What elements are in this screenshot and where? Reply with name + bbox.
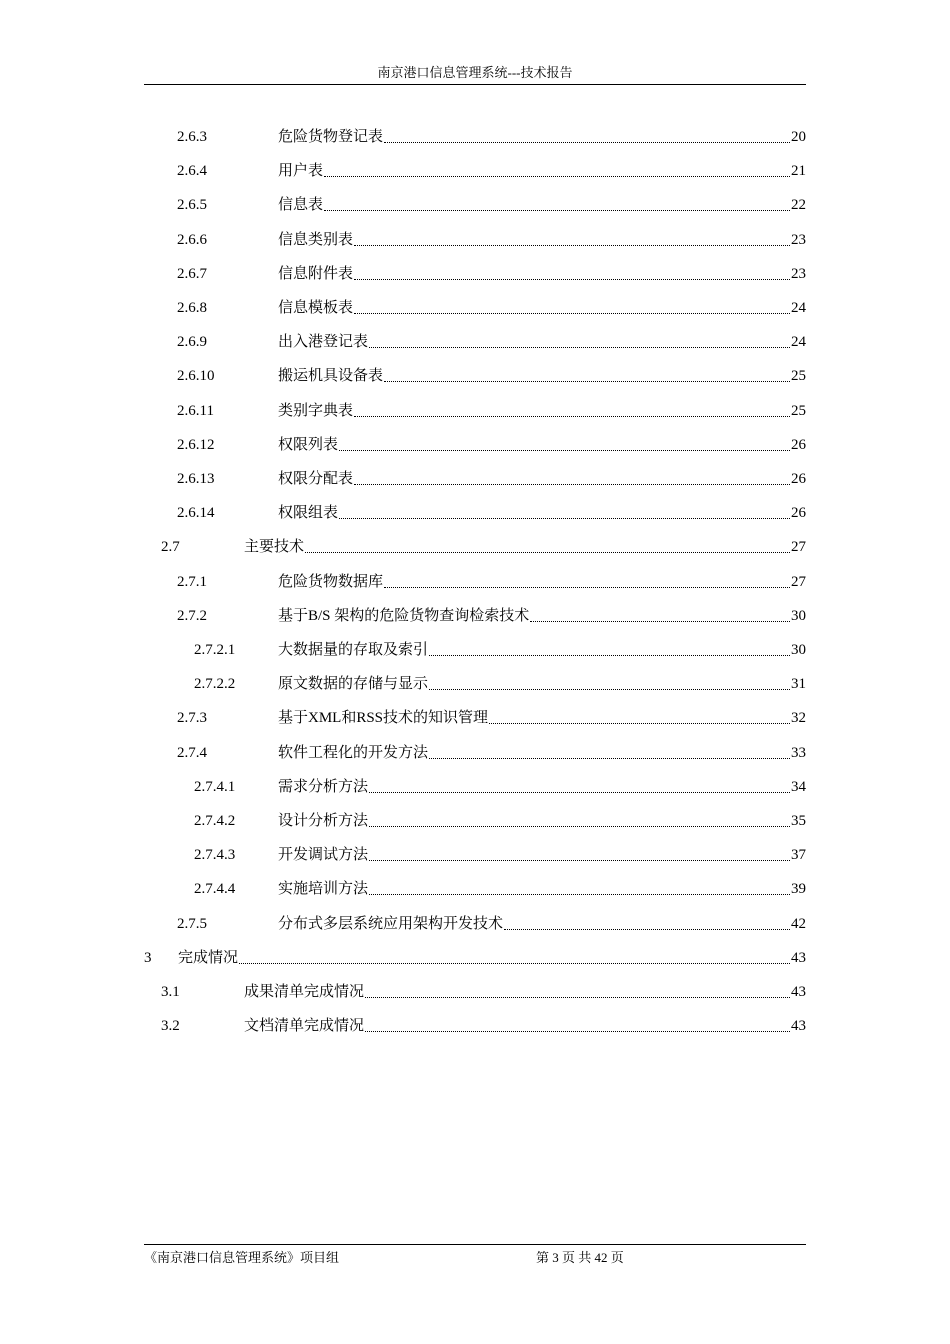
footer-project: 《南京港口信息管理系统》项目组 — [144, 1250, 340, 1265]
toc-entry[interactable] — [177, 498, 806, 528]
toc-entry-page-number: 26 — [791, 505, 806, 522]
toc-entry-page-number: 37 — [791, 847, 806, 864]
toc-entry-title: 大数据量的存取及索引 — [278, 642, 429, 658]
dot-leader — [324, 175, 790, 177]
toc-entry-title: 需求分析方法 — [278, 778, 369, 795]
dot-leader — [369, 825, 790, 827]
toc-entry-title: 危险货物数据库 — [278, 573, 384, 590]
toc-entry-page-number: 34 — [791, 778, 806, 795]
dot-leader — [369, 893, 790, 895]
footer-page-info: 第 3 页 共 42 页 — [536, 1250, 624, 1265]
toc-entry[interactable] — [161, 977, 806, 1007]
toc-entry-title: 基于XML和RSS技术的知识管理 — [278, 710, 489, 727]
dot-leader — [429, 757, 790, 759]
dot-leader — [429, 688, 790, 690]
dot-leader — [239, 962, 790, 964]
toc-entry-title: 开发调试方法 — [278, 847, 369, 864]
toc-entry-page-number: 23 — [791, 231, 806, 248]
dot-leader — [369, 859, 790, 861]
dot-leader — [384, 586, 790, 588]
toc-entry-title: 软件工程化的开发方法 — [278, 744, 429, 761]
toc-entry-number: 3 — [144, 949, 152, 966]
page-header: 南京港口信息管理系统---技术报告 — [144, 62, 806, 85]
toc-entry-title: 类别字典表 — [278, 402, 354, 419]
toc-entry-title: 设计分析方法 — [278, 813, 369, 829]
toc-entry[interactable] — [177, 567, 806, 597]
toc-entry-title: 成果清单完成情况 — [244, 984, 365, 1000]
toc-entry-number: 2.6.14 — [177, 505, 215, 522]
dot-leader — [384, 380, 790, 382]
toc-entry-page-number: 43 — [791, 984, 806, 1000]
toc-entry-title: 权限组表 — [278, 505, 339, 522]
toc-entry[interactable] — [194, 806, 806, 836]
toc-entry-title: 危险货物登记表 — [278, 129, 384, 145]
toc-entry-page-number: 26 — [791, 436, 806, 453]
dot-leader — [365, 996, 790, 998]
toc-entry-page-number: 31 — [791, 676, 806, 693]
toc-entry-page-number: 23 — [791, 265, 806, 282]
toc-entry-title: 分布式多层系统应用架构开发技术 — [278, 915, 504, 932]
toc-entry-page-number: 27 — [791, 539, 806, 556]
toc-entry-number: 2.7.2 — [177, 607, 207, 624]
toc-entry-number: 2.6.10 — [177, 368, 215, 385]
toc-entry-page-number: 30 — [791, 642, 806, 658]
dot-leader — [489, 722, 790, 724]
toc-entry-title: 主要技术 — [244, 539, 305, 556]
toc-entry[interactable] — [177, 738, 806, 768]
toc-entry[interactable] — [177, 225, 806, 255]
dot-leader — [324, 209, 790, 211]
toc-entry-number: 2.7.4.4 — [194, 881, 236, 898]
toc-entry-number: 2.6.3 — [177, 129, 207, 145]
toc-entry[interactable] — [194, 772, 806, 802]
toc-entry-number: 2.7.2.1 — [194, 642, 236, 658]
toc-entry-title: 权限分配表 — [278, 471, 354, 487]
toc-entry-number: 2.7.4.1 — [194, 778, 236, 795]
toc-entry[interactable] — [177, 703, 806, 733]
toc-entry-title: 用户表 — [278, 163, 324, 180]
toc-entry-number: 2.7.3 — [177, 710, 207, 727]
toc-entry-page-number: 43 — [791, 949, 806, 966]
toc-entry[interactable] — [177, 122, 806, 152]
toc-entry-number: 2.7 — [161, 539, 180, 556]
toc-entry[interactable] — [194, 874, 806, 904]
toc-entry[interactable] — [177, 293, 806, 323]
dot-leader — [305, 551, 790, 553]
toc-entry-page-number: 22 — [791, 197, 806, 214]
toc-entry-title: 信息类别表 — [278, 231, 354, 248]
dot-leader — [354, 278, 790, 280]
toc-entry-number: 2.7.4.3 — [194, 847, 236, 864]
toc-entry-page-number: 21 — [791, 163, 806, 180]
toc-entry-number: 2.6.7 — [177, 265, 207, 282]
toc-entry-title: 信息表 — [278, 197, 324, 214]
toc-entry[interactable] — [177, 601, 806, 631]
toc-entry-page-number: 25 — [791, 368, 806, 385]
dot-leader — [369, 791, 790, 793]
dot-leader — [339, 449, 790, 451]
toc-entry-page-number: 30 — [791, 607, 806, 624]
dot-leader — [369, 346, 790, 348]
toc-entry-page-number: 42 — [791, 915, 806, 932]
dot-leader — [354, 312, 790, 314]
page-footer — [144, 1244, 806, 1265]
toc-entry-number: 3.1 — [161, 984, 180, 1000]
dot-leader — [384, 141, 790, 143]
dot-leader — [530, 620, 790, 622]
toc-entry-page-number: 27 — [791, 573, 806, 590]
toc-entry-number: 2.6.4 — [177, 163, 207, 180]
toc-entry-number: 2.6.12 — [177, 436, 215, 453]
toc-entry-number: 2.6.5 — [177, 197, 207, 214]
toc-entry[interactable] — [177, 190, 806, 220]
toc-entry-number: 2.7.1 — [177, 573, 207, 590]
toc-entry[interactable] — [177, 396, 806, 426]
toc-entry[interactable] — [177, 909, 806, 939]
toc-entry-title: 信息附件表 — [278, 265, 354, 282]
dot-leader — [365, 1030, 790, 1032]
toc-entry-number: 2.6.11 — [177, 402, 214, 419]
toc-entry-page-number: 20 — [791, 129, 806, 145]
toc-entry[interactable] — [177, 430, 806, 460]
toc-entry-number: 2.6.8 — [177, 300, 207, 316]
toc-entry-number: 2.6.6 — [177, 231, 207, 248]
toc-entry[interactable] — [194, 840, 806, 870]
toc-entry-number: 2.6.9 — [177, 334, 207, 351]
toc-entry[interactable] — [161, 1011, 806, 1041]
toc-entry-number: 3.2 — [161, 1018, 180, 1035]
toc-entry-page-number: 24 — [791, 334, 806, 351]
dot-leader — [354, 415, 790, 417]
toc-entry[interactable] — [177, 156, 806, 186]
toc-entry-page-number: 33 — [791, 744, 806, 761]
toc-entry-page-number: 25 — [791, 402, 806, 419]
toc-entry-title: 基于B/S 架构的危险货物查询检索技术 — [278, 607, 530, 624]
toc-entry-title: 原文数据的存储与显示 — [278, 676, 429, 693]
dot-leader — [339, 517, 790, 519]
toc-entry-title: 权限列表 — [278, 436, 339, 453]
toc-entry[interactable] — [177, 327, 806, 357]
toc-entry[interactable] — [177, 361, 806, 391]
toc-entry[interactable] — [194, 635, 806, 665]
toc-entry-number: 2.7.4.2 — [194, 813, 236, 829]
toc-entry-title: 实施培训方法 — [278, 881, 369, 898]
toc-entry-page-number: 26 — [791, 471, 806, 487]
toc-entry-number: 2.7.5 — [177, 915, 207, 932]
dot-leader — [504, 928, 790, 930]
toc-entry-page-number: 24 — [791, 300, 806, 316]
toc-entry-page-number: 39 — [791, 881, 806, 898]
toc-entry-title: 文档清单完成情况 — [244, 1018, 365, 1035]
dot-leader — [354, 244, 790, 246]
toc-entry[interactable] — [177, 259, 806, 289]
toc-entry[interactable] — [194, 669, 806, 699]
dot-leader — [429, 654, 790, 656]
dot-leader — [354, 483, 790, 485]
toc-entry-title: 搬运机具设备表 — [278, 368, 384, 385]
toc-entry-title: 完成情况 — [178, 949, 239, 966]
toc-entry[interactable] — [177, 464, 806, 494]
toc-entry[interactable] — [144, 943, 806, 973]
toc-entry-title: 出入港登记表 — [278, 334, 369, 351]
toc-entry-number: 2.7.4 — [177, 744, 207, 761]
toc-entry-page-number: 35 — [791, 813, 806, 829]
toc-entry-page-number: 32 — [791, 710, 806, 727]
toc-entry-page-number: 43 — [791, 1018, 806, 1035]
toc-entry-number: 2.6.13 — [177, 471, 215, 487]
toc-entry-title: 信息模板表 — [278, 300, 354, 316]
toc-entry-number: 2.7.2.2 — [194, 676, 236, 693]
toc-entry[interactable] — [161, 532, 806, 562]
